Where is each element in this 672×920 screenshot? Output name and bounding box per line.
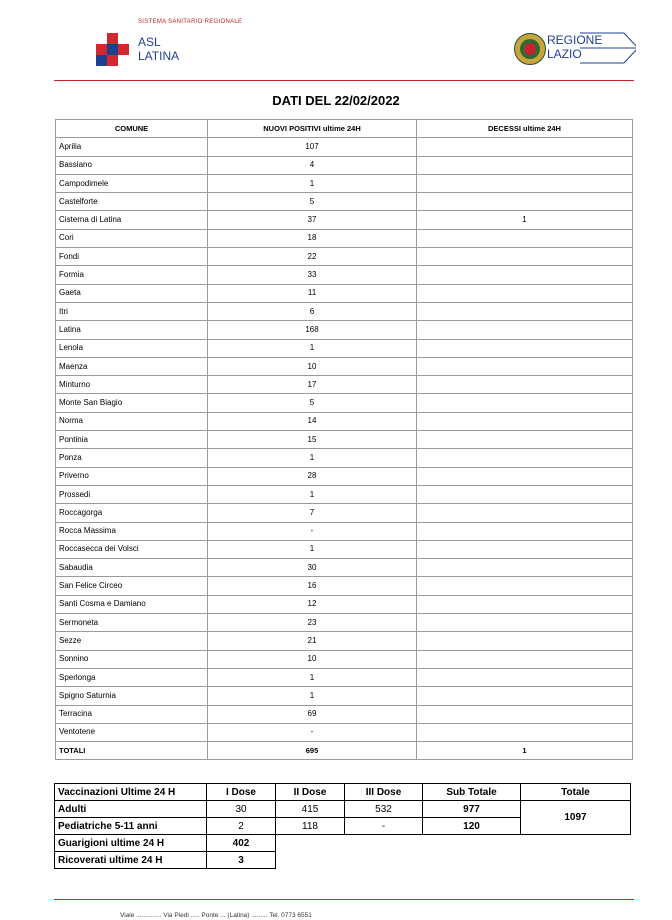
decessi-cell	[417, 394, 633, 412]
comune-cell: Norma	[56, 412, 208, 430]
positivi-cell: 1	[208, 668, 417, 686]
page-title: DATI DEL 22/02/2022	[272, 93, 400, 108]
decessi-cell	[417, 138, 633, 156]
summary-table	[54, 783, 631, 869]
comune-cell: Roccasecca dei Volsci	[56, 540, 208, 558]
adulti-subtotale: 977	[423, 801, 521, 818]
decessi-cell	[417, 156, 633, 174]
positivi-cell: 12	[208, 595, 417, 613]
positivi-cell: 5	[208, 193, 417, 211]
positivi-cell: 33	[208, 266, 417, 284]
table-row	[56, 357, 633, 375]
vaccinazioni-totale: 1097	[521, 801, 631, 835]
positivi-cell: 1	[208, 449, 417, 467]
decessi-cell	[417, 504, 633, 522]
subtotale-header: Sub Totale	[423, 784, 521, 801]
pediatriche-dose3: -	[345, 818, 423, 835]
table-row	[56, 431, 633, 449]
positivi-cell: -	[208, 723, 417, 741]
decessi-cell	[417, 248, 633, 266]
positivi-cell: 6	[208, 302, 417, 320]
footer-address: Viale .............. Via Piedi ..... Ponte ... (Latina) ......... Tel. 0773 6551	[120, 912, 312, 919]
totals-label: TOTALI	[56, 742, 208, 760]
table-row	[56, 522, 633, 540]
positivi-cell: 107	[208, 138, 417, 156]
comune-cell: Monte San Biagio	[56, 394, 208, 412]
asl-tagline: SISTEMA SANITARIO REGIONALE	[138, 19, 243, 25]
adulti-row	[55, 801, 631, 818]
guarigioni-value: 402	[207, 835, 276, 852]
pediatriche-label: Pediatriche 5-11 anni	[55, 818, 207, 835]
decessi-cell	[417, 614, 633, 632]
comune-cell: Campodimele	[56, 174, 208, 192]
comune-cell: Aprilia	[56, 138, 208, 156]
comune-cell: Formia	[56, 266, 208, 284]
comune-cell: Castelforte	[56, 193, 208, 211]
decessi-cell	[417, 412, 633, 430]
comune-cell: Roccagorga	[56, 504, 208, 522]
table-row	[56, 687, 633, 705]
adulti-label: Adulti	[55, 801, 207, 818]
decessi-cell	[417, 595, 633, 613]
positivi-cell: 30	[208, 559, 417, 577]
positivi-cell: 23	[208, 614, 417, 632]
positivi-cell: 11	[208, 284, 417, 302]
decessi-cell	[417, 723, 633, 741]
table-row	[56, 412, 633, 430]
comune-cell: Ventotene	[56, 723, 208, 741]
comune-cell: Terracina	[56, 705, 208, 723]
table-row	[56, 595, 633, 613]
table-row	[56, 540, 633, 558]
decessi-cell	[417, 650, 633, 668]
table-row	[56, 229, 633, 247]
positivi-cell: 69	[208, 705, 417, 723]
positivi-cell: 22	[208, 248, 417, 266]
decessi-cell	[417, 284, 633, 302]
comune-cell: Sermoneta	[56, 614, 208, 632]
positivi-cell: 37	[208, 211, 417, 229]
positivi-cell: 15	[208, 431, 417, 449]
comune-cell: Sezze	[56, 632, 208, 650]
decessi-cell	[417, 577, 633, 595]
positivi-cell: 18	[208, 229, 417, 247]
positivi-cell: 10	[208, 357, 417, 375]
totals-decessi: 1	[417, 742, 633, 760]
decessi-cell	[417, 431, 633, 449]
positivi-cell: 1	[208, 540, 417, 558]
pediatriche-dose1: 2	[207, 818, 276, 835]
comune-cell: Cori	[56, 229, 208, 247]
table-row	[56, 650, 633, 668]
pediatriche-dose2: 118	[276, 818, 345, 835]
pediatriche-subtotale: 120	[423, 818, 521, 835]
comune-cell: Ponza	[56, 449, 208, 467]
page-header	[0, 0, 672, 82]
dose1-header: I Dose	[207, 784, 276, 801]
table-row	[56, 321, 633, 339]
table-row	[56, 174, 633, 192]
table-row	[56, 723, 633, 741]
dose3-header: III Dose	[345, 784, 423, 801]
comune-cell: Cisterna di Latina	[56, 211, 208, 229]
adulti-dose2: 415	[276, 801, 345, 818]
comune-cell: Sonnino	[56, 650, 208, 668]
comune-cell: Lenola	[56, 339, 208, 357]
adulti-dose3: 532	[345, 801, 423, 818]
decessi-cell	[417, 687, 633, 705]
vaccinazioni-header: Vaccinazioni Ultime 24 H	[55, 784, 207, 801]
decessi-cell	[417, 705, 633, 723]
decessi-cell	[417, 357, 633, 375]
col-header-comune: COMUNE	[56, 120, 208, 138]
decessi-cell	[417, 193, 633, 211]
asl-logo-text	[138, 35, 179, 63]
regione-decor-lines	[546, 32, 636, 66]
positivi-cell: 17	[208, 376, 417, 394]
positivi-cell: 10	[208, 650, 417, 668]
footer-divider	[54, 899, 634, 900]
table-row	[56, 632, 633, 650]
dose2-header: II Dose	[276, 784, 345, 801]
table-row	[56, 504, 633, 522]
totals-row	[56, 742, 633, 760]
decessi-cell	[417, 339, 633, 357]
region-line2: LAZIO	[547, 47, 582, 61]
comune-cell: Bassiano	[56, 156, 208, 174]
positivi-cell: 1	[208, 485, 417, 503]
table-header-row	[56, 120, 633, 138]
decessi-cell: 1	[417, 211, 633, 229]
ricoverati-label: Ricoverati ultime 24 H	[55, 852, 207, 869]
decessi-cell	[417, 376, 633, 394]
totale-header: Totale	[521, 784, 631, 801]
table-row	[56, 376, 633, 394]
summary-header-row	[55, 784, 631, 801]
table-row	[56, 284, 633, 302]
ricoverati-value: 3	[207, 852, 276, 869]
positivi-cell: 168	[208, 321, 417, 339]
decessi-cell	[417, 449, 633, 467]
positivi-cell: 21	[208, 632, 417, 650]
header-divider	[54, 80, 634, 81]
comune-cell: Priverno	[56, 467, 208, 485]
regione-emblem-icon	[514, 33, 546, 65]
decessi-cell	[417, 668, 633, 686]
positivi-cell: -	[208, 522, 417, 540]
positivi-cell: 7	[208, 504, 417, 522]
positivi-cell: 14	[208, 412, 417, 430]
table-row	[56, 705, 633, 723]
decessi-cell	[417, 632, 633, 650]
table-row	[56, 559, 633, 577]
table-row	[56, 485, 633, 503]
regione-lazio-logo	[514, 32, 634, 66]
decessi-cell	[417, 302, 633, 320]
decessi-cell	[417, 467, 633, 485]
table-row	[56, 614, 633, 632]
comune-cell: Santi Cosma e Damiano	[56, 595, 208, 613]
comuni-table	[55, 119, 633, 760]
comune-cell: Sabaudia	[56, 559, 208, 577]
table-row	[56, 211, 633, 229]
table-row	[56, 156, 633, 174]
table-row	[56, 668, 633, 686]
table-row	[56, 339, 633, 357]
positivi-cell: 4	[208, 156, 417, 174]
adulti-dose1: 30	[207, 801, 276, 818]
col-header-decessi: DECESSI ultime 24H	[417, 120, 633, 138]
guarigioni-row	[55, 835, 631, 852]
table-row	[56, 302, 633, 320]
comune-cell: Itri	[56, 302, 208, 320]
comune-cell: Minturno	[56, 376, 208, 394]
positivi-cell: 5	[208, 394, 417, 412]
totals-positivi: 695	[208, 742, 417, 760]
decessi-cell	[417, 266, 633, 284]
comune-cell: Spigno Saturnia	[56, 687, 208, 705]
asl-cross-icon	[96, 33, 129, 66]
comune-cell: Prossedi	[56, 485, 208, 503]
decessi-cell	[417, 522, 633, 540]
table-row	[56, 577, 633, 595]
col-header-positivi: NUOVI POSITIVI ultime 24H	[208, 120, 417, 138]
decessi-cell	[417, 321, 633, 339]
comune-cell: Rocca Massima	[56, 522, 208, 540]
guarigioni-label: Guarigioni ultime 24 H	[55, 835, 207, 852]
decessi-cell	[417, 540, 633, 558]
table-row	[56, 248, 633, 266]
comune-cell: San Felice Circeo	[56, 577, 208, 595]
positivi-cell: 1	[208, 174, 417, 192]
positivi-cell: 1	[208, 687, 417, 705]
comune-cell: Fondi	[56, 248, 208, 266]
comune-cell: Maenza	[56, 357, 208, 375]
comune-cell: Gaeta	[56, 284, 208, 302]
positivi-cell: 1	[208, 339, 417, 357]
positivi-cell: 28	[208, 467, 417, 485]
comune-cell: Pontinia	[56, 431, 208, 449]
table-row	[56, 138, 633, 156]
comune-cell: Latina	[56, 321, 208, 339]
table-row	[56, 467, 633, 485]
asl-name-line1: ASL	[138, 35, 161, 49]
positivi-cell: 16	[208, 577, 417, 595]
decessi-cell	[417, 174, 633, 192]
ricoverati-row	[55, 852, 631, 869]
decessi-cell	[417, 485, 633, 503]
region-line1: REGIONE	[547, 33, 603, 47]
table-row	[56, 394, 633, 412]
decessi-cell	[417, 229, 633, 247]
table-row	[56, 449, 633, 467]
table-row	[56, 193, 633, 211]
asl-name-line2: LATINA	[138, 49, 180, 63]
decessi-cell	[417, 559, 633, 577]
table-row	[56, 266, 633, 284]
comune-cell: Sperlonga	[56, 668, 208, 686]
